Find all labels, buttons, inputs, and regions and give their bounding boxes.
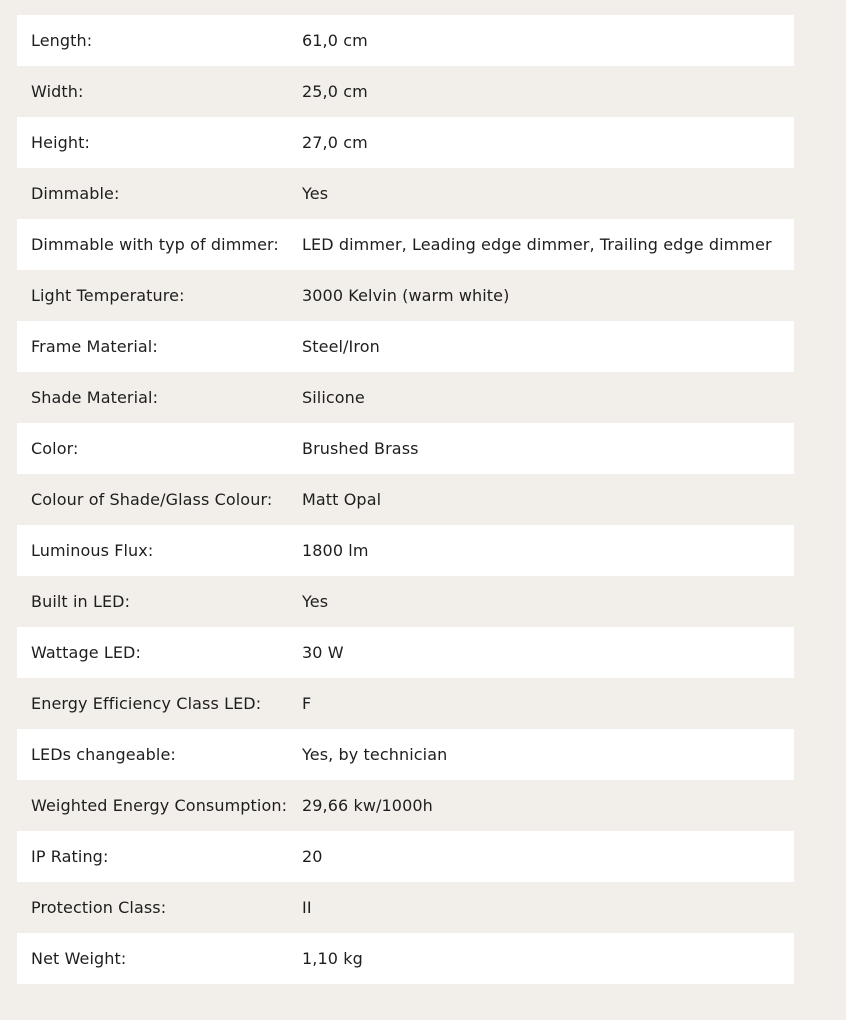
spec-label: Wattage LED: (31, 643, 141, 662)
spec-row-built-in-led (17, 576, 794, 627)
spec-label: Frame Material: (31, 337, 158, 356)
spec-label: Weighted Energy Consumption: (31, 796, 288, 815)
spec-row-shade-colour (17, 474, 794, 525)
spec-label: Protection Class: (31, 898, 167, 917)
spec-row-wattage-led (17, 627, 794, 678)
spec-value: Yes (302, 592, 329, 611)
spec-row-dimmable (17, 168, 794, 219)
spec-label: Net Weight: (31, 949, 127, 968)
spec-value: 1,10 kg (302, 949, 363, 968)
spec-row-ip-rating (17, 831, 794, 882)
spec-row-dimmer-type (17, 219, 794, 270)
spec-table (17, 15, 794, 984)
spec-value: Steel/Iron (302, 337, 380, 356)
spec-row-energy-class (17, 678, 794, 729)
spec-row-width (17, 66, 794, 117)
spec-value: Matt Opal (302, 490, 382, 509)
spec-value: 61,0 cm (302, 31, 368, 50)
spec-label: Built in LED: (31, 592, 131, 611)
spec-label: Width: (31, 82, 84, 101)
spec-value: Brushed Brass (302, 439, 419, 458)
spec-value: LED dimmer, Leading edge dimmer, Trailing edge dimmer (302, 235, 772, 254)
spec-value: 20 (302, 847, 323, 866)
spec-label: Length: (31, 31, 93, 50)
spec-row-height (17, 117, 794, 168)
spec-value: 1800 lm (302, 541, 369, 560)
spec-label: LEDs changeable: (31, 745, 176, 764)
spec-row-leds-changeable (17, 729, 794, 780)
spec-value: Silicone (302, 388, 365, 407)
spec-row-length (17, 15, 794, 66)
spec-row-net-weight (17, 933, 794, 984)
spec-row-shade-material (17, 372, 794, 423)
spec-value: 25,0 cm (302, 82, 368, 101)
spec-row-energy-consumption (17, 780, 794, 831)
spec-value: Yes (302, 184, 329, 203)
spec-label: IP Rating: (31, 847, 109, 866)
spec-row-protection-class (17, 882, 794, 933)
spec-label: Colour of Shade/Glass Colour: (31, 490, 273, 509)
spec-label: Energy Efficiency Class LED: (31, 694, 262, 713)
spec-value: 29,66 kw/1000h (302, 796, 433, 815)
spec-value: Yes, by technician (302, 745, 448, 764)
spec-value: 3000 Kelvin (warm white) (302, 286, 510, 305)
spec-value: F (302, 694, 312, 713)
spec-label: Height: (31, 133, 90, 152)
spec-value: II (302, 898, 312, 917)
spec-value: 30 W (302, 643, 344, 662)
spec-label: Shade Material: (31, 388, 159, 407)
spec-label: Light Temperature: (31, 286, 185, 305)
spec-label: Dimmable with typ of dimmer: (31, 235, 279, 254)
spec-label: Dimmable: (31, 184, 120, 203)
spec-value: 27,0 cm (302, 133, 368, 152)
spec-row-light-temperature (17, 270, 794, 321)
spec-row-frame-material (17, 321, 794, 372)
spec-row-luminous-flux (17, 525, 794, 576)
spec-row-color (17, 423, 794, 474)
spec-label: Luminous Flux: (31, 541, 154, 560)
spec-label: Color: (31, 439, 79, 458)
